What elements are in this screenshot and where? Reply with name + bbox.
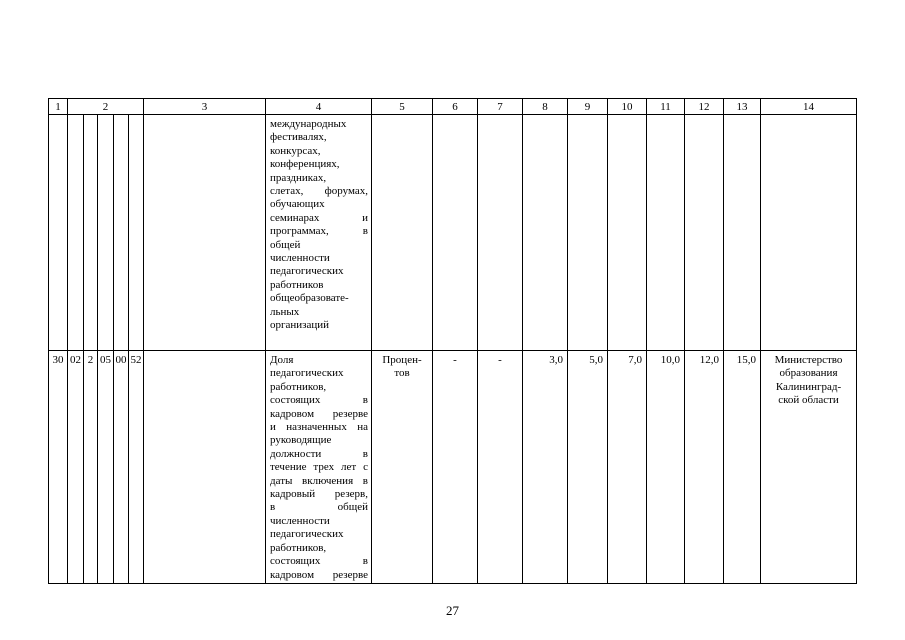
text-line: в общей bbox=[270, 501, 368, 514]
header-cell-11: 11 bbox=[647, 99, 685, 115]
text-line: программах, в bbox=[270, 225, 368, 238]
text-line: течение трех лет с bbox=[270, 461, 368, 474]
header-cell-14: 14 bbox=[761, 99, 857, 115]
header-cell-7: 7 bbox=[478, 99, 523, 115]
text-line: семинарах и bbox=[270, 211, 368, 224]
header-cell-13: 13 bbox=[724, 99, 761, 115]
text-line: работников, bbox=[270, 541, 327, 554]
empty-cell bbox=[144, 351, 266, 584]
code-cell bbox=[68, 115, 84, 351]
header-cell-8: 8 bbox=[523, 99, 568, 115]
header-cell-6: 6 bbox=[433, 99, 478, 115]
value-cell bbox=[568, 115, 608, 351]
text-line: должности в bbox=[270, 447, 368, 460]
text-line: работников bbox=[270, 278, 324, 291]
empty-cell bbox=[478, 115, 523, 351]
value-cell: 12,0 bbox=[685, 351, 724, 584]
header-cell-3: 3 bbox=[144, 99, 266, 115]
code-cell: 2 bbox=[84, 351, 98, 584]
text-line: конференциях, bbox=[270, 158, 340, 171]
text-line: педагогических bbox=[270, 528, 344, 541]
text-line: и назначенных на bbox=[270, 421, 368, 434]
code-cell: 52 bbox=[129, 351, 144, 584]
header-cell-1: 1 bbox=[49, 99, 68, 115]
text-line: работников, bbox=[270, 380, 327, 393]
table-row bbox=[49, 115, 857, 351]
dash-cell: - bbox=[478, 351, 523, 584]
table-row bbox=[49, 351, 857, 584]
text-line: ской области bbox=[778, 394, 839, 407]
text-line: образования bbox=[779, 367, 838, 380]
value-cell: 10,0 bbox=[647, 351, 685, 584]
text-line: состоящих в bbox=[270, 394, 368, 407]
text-line: педагогических bbox=[270, 367, 344, 380]
header-row bbox=[49, 99, 857, 115]
value-cell bbox=[523, 115, 568, 351]
text-line: Калининград- bbox=[775, 380, 842, 393]
value-cell: 15,0 bbox=[724, 351, 761, 584]
header-cell-12: 12 bbox=[685, 99, 724, 115]
value-cell: 7,0 bbox=[608, 351, 647, 584]
header-cell-4: 4 bbox=[266, 99, 372, 115]
text-line: международных bbox=[270, 118, 347, 130]
value-cell bbox=[608, 115, 647, 351]
value-cell: 3,0 bbox=[523, 351, 568, 584]
header-cell-2: 2 bbox=[68, 99, 144, 115]
text-line: Доля bbox=[270, 354, 294, 366]
code-cell: 00 bbox=[114, 351, 129, 584]
text-line: кадровый резерв, bbox=[270, 488, 368, 501]
text-line: состоящих в bbox=[270, 555, 368, 568]
executor-cell bbox=[761, 351, 857, 584]
dash-cell: - bbox=[433, 351, 478, 584]
header-cell-9: 9 bbox=[568, 99, 608, 115]
empty-cell bbox=[144, 115, 266, 351]
text-line: льных bbox=[270, 305, 300, 318]
text-line: численности bbox=[270, 514, 330, 527]
text-line: педагогических bbox=[270, 265, 344, 278]
code-cell: 30 bbox=[49, 351, 68, 584]
text-line: тов bbox=[394, 367, 410, 380]
text-line: кадровом резерве bbox=[270, 568, 368, 581]
text-line: организаций bbox=[270, 319, 330, 332]
text-line: общей bbox=[270, 238, 301, 251]
value-cell bbox=[685, 115, 724, 351]
text-line: Процен- bbox=[382, 354, 422, 366]
text-line: руководящие bbox=[270, 434, 332, 447]
code-cell bbox=[84, 115, 98, 351]
empty-cell bbox=[433, 115, 478, 351]
code-cell: 05 bbox=[98, 351, 114, 584]
value-cell: 5,0 bbox=[568, 351, 608, 584]
code-cell: 02 bbox=[68, 351, 84, 584]
text-line: численности bbox=[270, 252, 330, 265]
unit-cell bbox=[372, 351, 433, 584]
text-line: слетах, форумах, bbox=[270, 185, 368, 198]
text-line: общеобразовате- bbox=[270, 292, 349, 305]
text-line: фестивалях, bbox=[270, 131, 327, 144]
header-cell-10: 10 bbox=[608, 99, 647, 115]
text-line: праздниках, bbox=[270, 171, 327, 184]
header-cell-5: 5 bbox=[372, 99, 433, 115]
code-cell bbox=[129, 115, 144, 351]
unit-cell bbox=[372, 115, 433, 351]
executor-cell bbox=[761, 115, 857, 351]
code-cell bbox=[49, 115, 68, 351]
text-line: конкурсах, bbox=[270, 144, 321, 157]
text-line: Министерство bbox=[774, 354, 843, 366]
indicator-name-cell bbox=[266, 351, 372, 584]
value-cell bbox=[724, 115, 761, 351]
value-cell bbox=[647, 115, 685, 351]
text-line: кадровом резерве bbox=[270, 407, 368, 420]
code-cell bbox=[114, 115, 129, 351]
program-indicators-table bbox=[48, 98, 857, 584]
indicator-name-cell bbox=[266, 115, 372, 351]
code-cell bbox=[98, 115, 114, 351]
text-line: обучающих bbox=[270, 198, 325, 211]
text-line: даты включения в bbox=[270, 474, 368, 487]
page-number: 27 bbox=[446, 603, 459, 618]
